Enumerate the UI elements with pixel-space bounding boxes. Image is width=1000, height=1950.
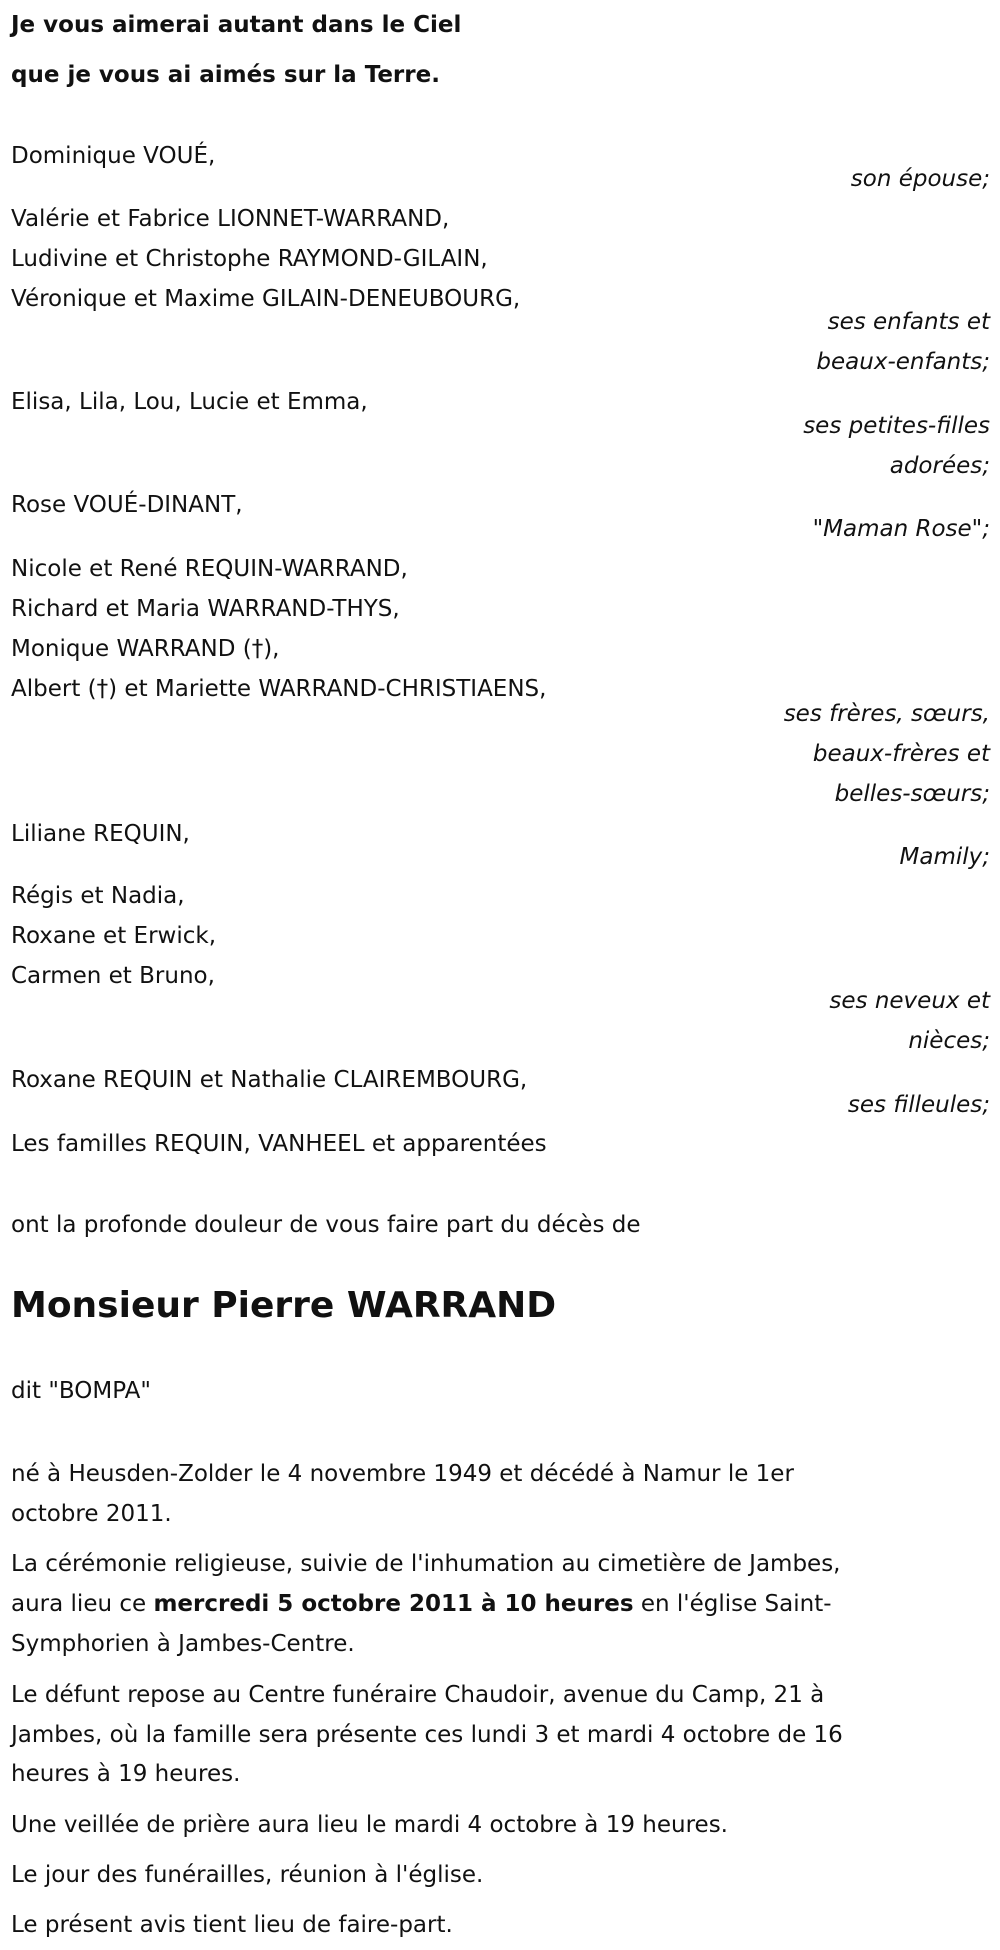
family-relation: ses enfants et bbox=[827, 309, 990, 335]
family-name: Nicole et René REQUIN-WARRAND, bbox=[11, 556, 408, 582]
announcement-text: ont la profonde douleur de vous faire part du décès de bbox=[11, 1212, 641, 1238]
family-name: Valérie et Fabrice LIONNET-WARRAND, bbox=[11, 206, 450, 232]
ceremony-line: Symphorien à Jambes-Centre. bbox=[11, 1631, 355, 1657]
ceremony-text: en l'église Saint- bbox=[633, 1591, 832, 1617]
deceased-nickname: dit "BOMPA" bbox=[11, 1378, 151, 1404]
visitation-line: Le défunt repose au Centre funéraire Chaudoir, avenue du Camp, 21 à bbox=[11, 1682, 825, 1708]
ceremony-line: La cérémonie religieuse, suivie de l'inhumation au cimetière de Jambes, bbox=[11, 1551, 841, 1577]
family-relation: ses petites-filles bbox=[803, 413, 990, 439]
deceased-name: Monsieur Pierre WARRAND bbox=[11, 1285, 557, 1326]
family-relation: son épouse; bbox=[850, 166, 990, 192]
motto-line-1: Je vous aimerai autant dans le Ciel bbox=[11, 12, 462, 38]
family-relation: beaux-frères et bbox=[812, 741, 990, 767]
family-relation: ses frères, sœurs, bbox=[783, 701, 990, 727]
family-relation: adorées; bbox=[889, 453, 990, 479]
motto-line-2: que je vous ai aimés sur la Terre. bbox=[11, 62, 440, 88]
family-relation: belles-sœurs; bbox=[834, 781, 990, 807]
family-relation: "Maman Rose"; bbox=[812, 516, 990, 542]
meeting-text: Le jour des funérailles, réunion à l'église. bbox=[11, 1862, 484, 1888]
family-name: Véronique et Maxime GILAIN-DENEUBOURG, bbox=[11, 286, 521, 312]
notice-text: Le présent avis tient lieu de faire-part. bbox=[11, 1912, 453, 1938]
family-name: Roxane REQUIN et Nathalie CLAIREMBOURG, bbox=[11, 1067, 528, 1093]
ceremony-text: aura lieu ce bbox=[11, 1591, 154, 1617]
visitation-line: Jambes, où la famille sera présente ces lundi 3 et mardi 4 octobre de 16 bbox=[11, 1722, 843, 1748]
family-relation: ses neveux et bbox=[829, 988, 990, 1014]
birth-death-line: octobre 2011. bbox=[11, 1501, 172, 1527]
birth-death-line: né à Heusden-Zolder le 4 novembre 1949 et décédé à Namur le 1er bbox=[11, 1461, 794, 1487]
family-name: Dominique VOUÉ, bbox=[11, 143, 216, 169]
family-relation: nièces; bbox=[908, 1028, 990, 1054]
family-name: Richard et Maria WARRAND-THYS, bbox=[11, 596, 400, 622]
family-name: Carmen et Bruno, bbox=[11, 963, 215, 989]
family-name: Les familles REQUIN, VANHEEL et apparentées bbox=[11, 1131, 547, 1157]
family-name: Régis et Nadia, bbox=[11, 883, 185, 909]
ceremony-line bbox=[11, 1589, 832, 1619]
family-name: Ludivine et Christophe RAYMOND-GILAIN, bbox=[11, 246, 488, 272]
family-name: Roxane et Erwick, bbox=[11, 923, 217, 949]
ceremony-date-time: mercredi 5 octobre 2011 à 10 heures bbox=[153, 1591, 634, 1617]
visitation-line: heures à 19 heures. bbox=[11, 1761, 241, 1787]
family-relation: beaux-enfants; bbox=[816, 349, 990, 375]
family-name: Liliane REQUIN, bbox=[11, 821, 190, 847]
family-name: Monique WARRAND (†), bbox=[11, 636, 280, 662]
family-name: Albert (†) et Mariette WARRAND-CHRISTIAENS, bbox=[11, 676, 547, 702]
family-relation: ses filleules; bbox=[847, 1092, 990, 1118]
vigil-text: Une veillée de prière aura lieu le mardi 4 octobre à 19 heures. bbox=[11, 1812, 728, 1838]
family-name: Elisa, Lila, Lou, Lucie et Emma, bbox=[11, 389, 368, 415]
family-name: Rose VOUÉ-DINANT, bbox=[11, 492, 243, 518]
family-relation: Mamily; bbox=[899, 844, 990, 870]
